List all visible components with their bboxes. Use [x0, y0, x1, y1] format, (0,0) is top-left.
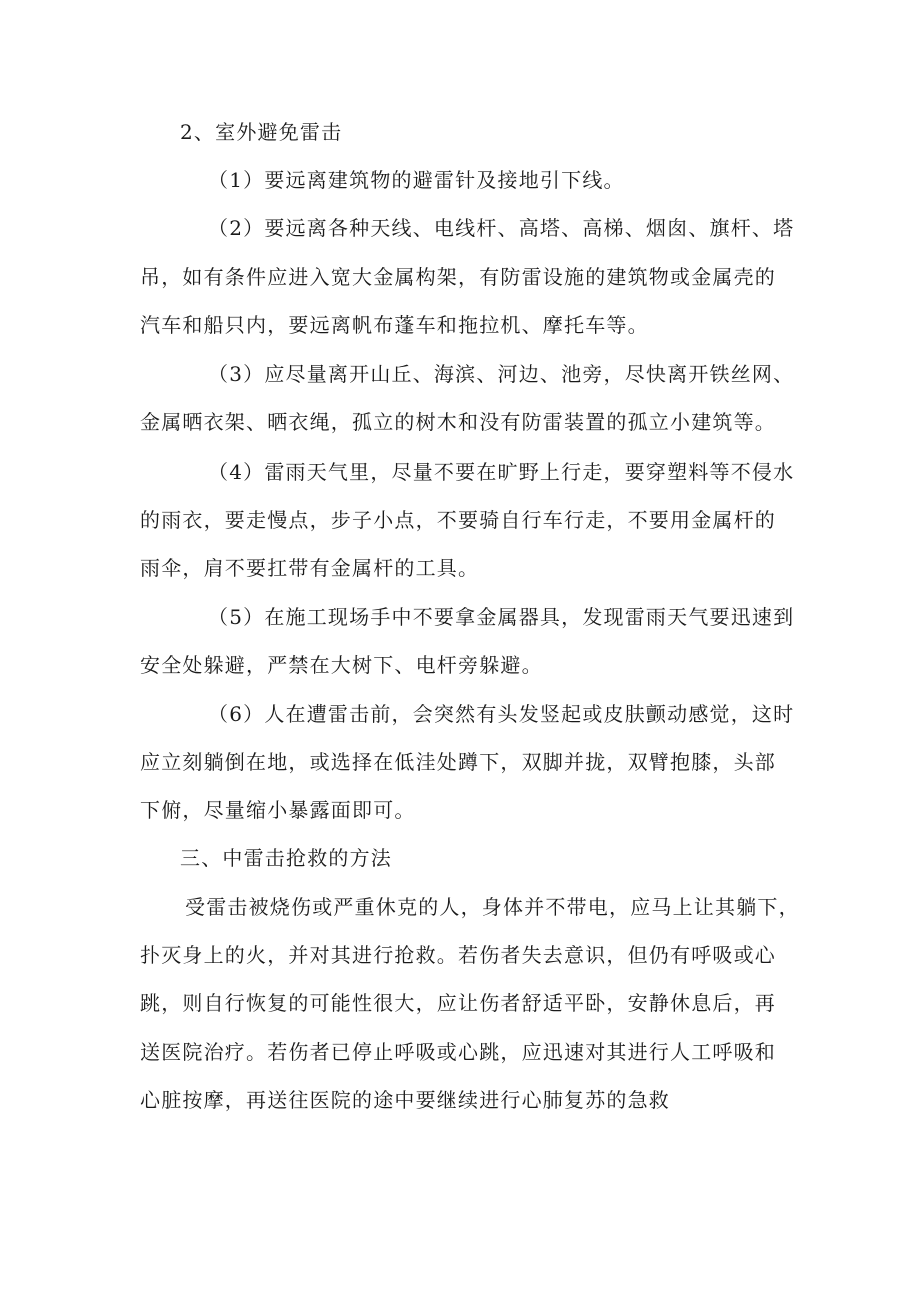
paragraph-line: 金属晒衣架、晒衣绳，孤立的树木和没有防雷装置的孤立小建筑等。 [140, 410, 776, 434]
section-heading: 2、室外避免雷击 [180, 120, 343, 144]
paragraph-line: 受雷击被烧伤或严重休克的人，身体并不带电，应马上让其躺下， [185, 895, 800, 919]
paragraph-line: （4）雷雨天气里，尽量不要在旷野上行走，要穿塑料等不侵水 [208, 460, 795, 484]
paragraph-line: 送医院治疗。若伤者已停止呼吸或心跳，应迅速对其进行人工呼吸和 [140, 1040, 776, 1064]
paragraph-line: 吊，如有条件应进入宽大金属构架，有防雷设施的建筑物或金属壳的 [140, 265, 776, 289]
paragraph-line: （6）人在遭雷击前，会突然有头发竖起或皮肤颤动感觉，这时 [208, 702, 795, 726]
paragraph-line: 汽车和船只内，要远离帆布蓬车和拖拉机、摩托车等。 [140, 313, 649, 337]
paragraph-line: （3）应尽量离开山丘、海滨、河边、池旁，尽快离开铁丝网、 [208, 362, 795, 386]
paragraph-line: 应立刻躺倒在地，或选择在低洼处蹲下，双脚并拢，双臂抱膝，头部 [140, 750, 776, 774]
paragraph-line: 心脏按摩，再送往医院的途中要继续进行心肺复苏的急救 [140, 1088, 670, 1112]
paragraph-line: （1）要远离建筑物的避雷针及接地引下线。 [208, 168, 625, 192]
paragraph-line: 安全处躲避，严禁在大树下、电杆旁躲避。 [140, 653, 543, 677]
paragraph-line: 下俯，尽量缩小暴露面即可。 [140, 798, 416, 822]
section-heading: 三、中雷击抢救的方法 [180, 846, 392, 870]
paragraph-line: 的雨衣，要走慢点，步子小点，不要骑自行车行走，不要用金属杆的 [140, 508, 776, 532]
paragraph-line: （5）在施工现场手中不要拿金属器具，发现雷雨天气要迅速到 [208, 605, 795, 629]
paragraph-line: 扑灭身上的火，并对其进行抢救。若伤者失去意识，但仍有呼吸或心 [140, 943, 776, 967]
paragraph-line: （2）要远离各种天线、电线杆、高塔、高梯、烟囱、旗杆、塔 [208, 216, 795, 240]
paragraph-line: 跳，则自行恢复的可能性很大，应让伤者舒适平卧，安静休息后，再 [140, 991, 776, 1015]
paragraph-line: 雨伞，肩不要扛带有金属杆的工具。 [140, 556, 480, 580]
